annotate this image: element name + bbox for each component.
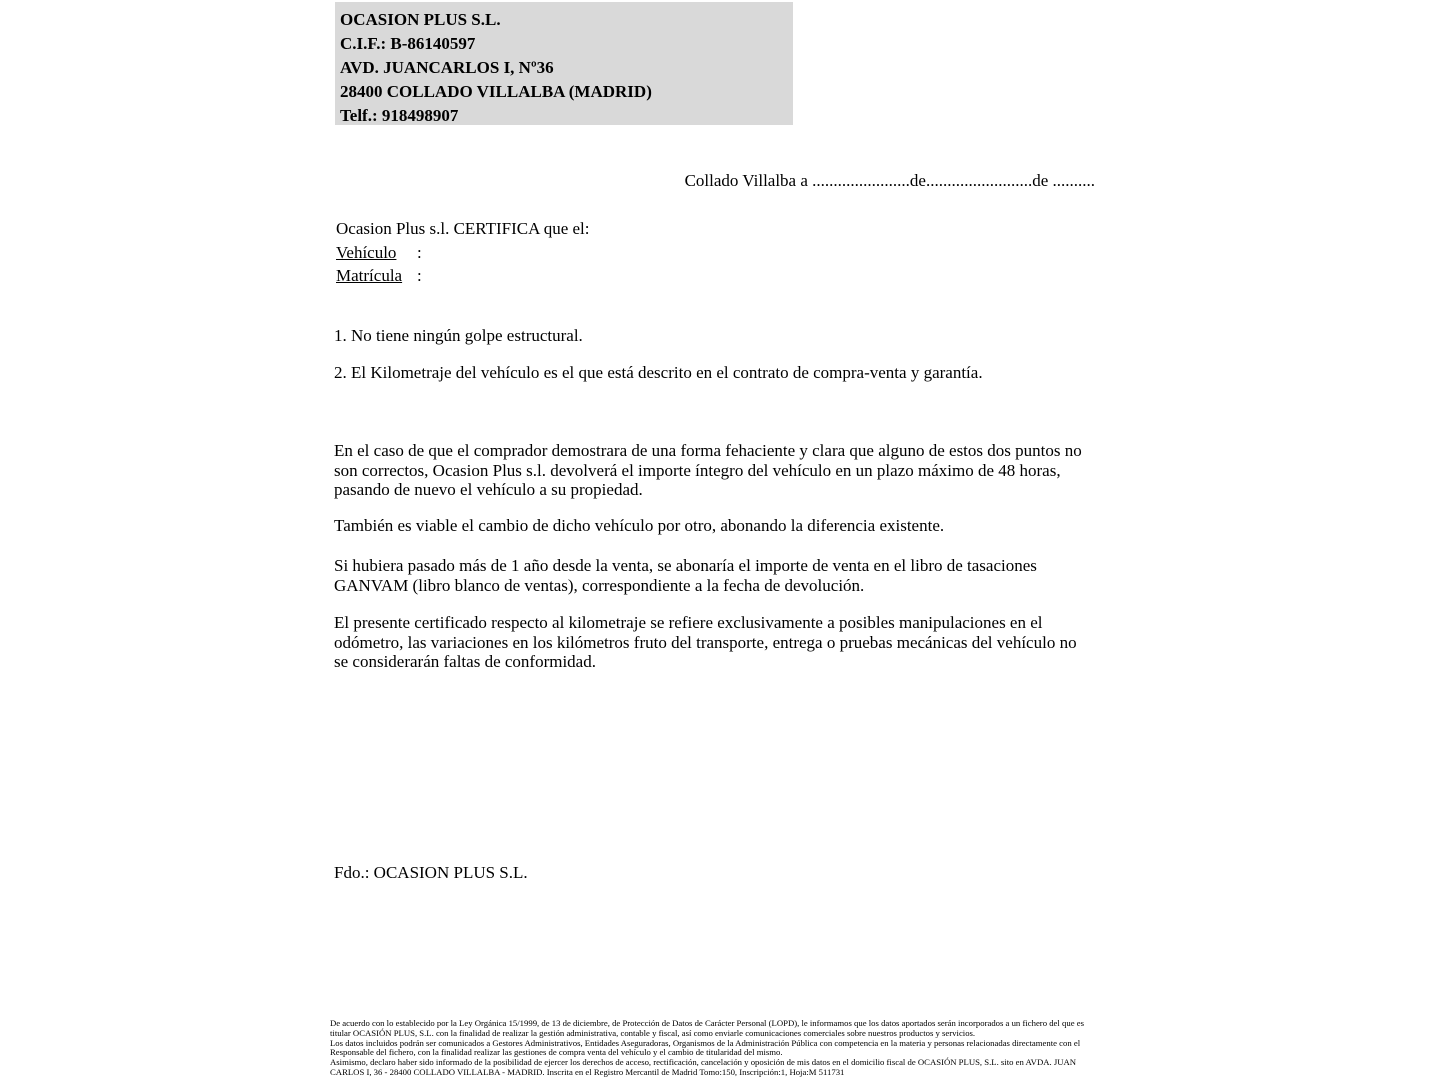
company-name: OCASION PLUS S.L. <box>340 10 501 29</box>
company-header-box <box>335 2 793 125</box>
certification-intro: Ocasion Plus s.l. CERTIFICA que el: <box>336 219 590 238</box>
certification-block <box>336 217 1096 288</box>
paragraph-ganvam-valuation: Si hubiera pasado más de 1 año desde la venta, se abonaría el importe de venta en el libro de tasaciones GANVAM (libro blanco de ventas), correspondiente a la fecha de devolución. <box>334 556 1037 595</box>
company-city: 28400 COLLADO VILLALBA (MADRID) <box>340 82 652 101</box>
legal-footer-paragraph-lopd: De acuerdo con lo establecido por la Ley Orgánica 15/1999, de 13 de diciembre, de Protección de Datos de Carácter Personal (LOPD), le informamos que los datos aportados serán incorporados a un fichero del que es titular OCASIÓN PLUS, S.L. con la finalidad de realizar la gestión administrativa, contable y fiscal, así como enviarle comunicaciones comerciales sobre nuestros productos y servicios. <box>330 1018 1084 1038</box>
date-line: Collado Villalba a .......................de.........................de .......... <box>684 171 1095 190</box>
paragraph-exchange-option: También es viable el cambio de dicho vehículo por otro, abonando la diferencia existente. <box>334 516 945 535</box>
vehicle-field-label: Vehículo <box>336 242 397 262</box>
numbered-item-1: 1. No tiene ningún golpe estructural. <box>334 326 583 345</box>
numbered-item-2: 2. El Kilometraje del vehículo es el que está descrito en el contrato de compra-venta y garantía. <box>334 363 983 382</box>
paragraph-refund-terms: En el caso de que el comprador demostrara de una forma fehaciente y clara que alguno de estos dos puntos no son correctos, Ocasion Plus s.l. devolverá el importe íntegro del vehículo en un plazo máximo de 48 horas, pasando de nuevo el vehículo a su propiedad. <box>334 441 1082 499</box>
company-cif: C.I.F.: B-86140597 <box>340 34 476 53</box>
plate-field-separator: : <box>417 266 422 285</box>
company-phone: Telf.: 918498907 <box>340 106 459 125</box>
plate-field-label: Matrícula <box>336 266 403 285</box>
vehicle-field-separator: : <box>417 242 422 262</box>
signature-line: Fdo.: OCASION PLUS S.L. <box>334 863 528 882</box>
legal-footer <box>330 1019 1105 1078</box>
legal-footer-paragraph-rights: Asimismo, declaro haber sido informado de la posibilidad de ejercer los derechos de acceso, rectificación, cancelación y oposición de mis datos en el domicilio fiscal de OCASIÓN PLUS, S.L. sito en AVDA. JUAN CARLOS I, 36 - 28400 COLLADO VILLALBA - MADRID. Inscrita en el Registro Mercantil de Madrid Tomo:150, Inscripción:1, Hoja:M 511731 <box>330 1057 1077 1077</box>
vehicle-field <box>336 241 1096 265</box>
plate-field <box>336 264 1096 288</box>
paragraph-odometer-disclaimer: El presente certificado respecto al kilometraje se refiere exclusivamente a posibles manipulaciones en el odómetro, las variaciones en los kilómetros fruto del transporte, entrega o pruebas mecánicas del vehículo no se considerarán faltas de conformidad. <box>334 613 1077 671</box>
company-address: AVD. JUANCARLOS I, Nº36 <box>340 58 554 77</box>
legal-footer-paragraph-data-sharing: Los datos incluidos podrán ser comunicados a Gestores Administrativos, Entidades Aseguradoras, Organismos de la Administración Pública con competencia en la materia y personas relacionadas directamente con el Responsable del fichero, con la finalidad realizar las gestiones de compra venta del vehículo y el cambio de titularidad del mismo. <box>330 1037 1081 1058</box>
